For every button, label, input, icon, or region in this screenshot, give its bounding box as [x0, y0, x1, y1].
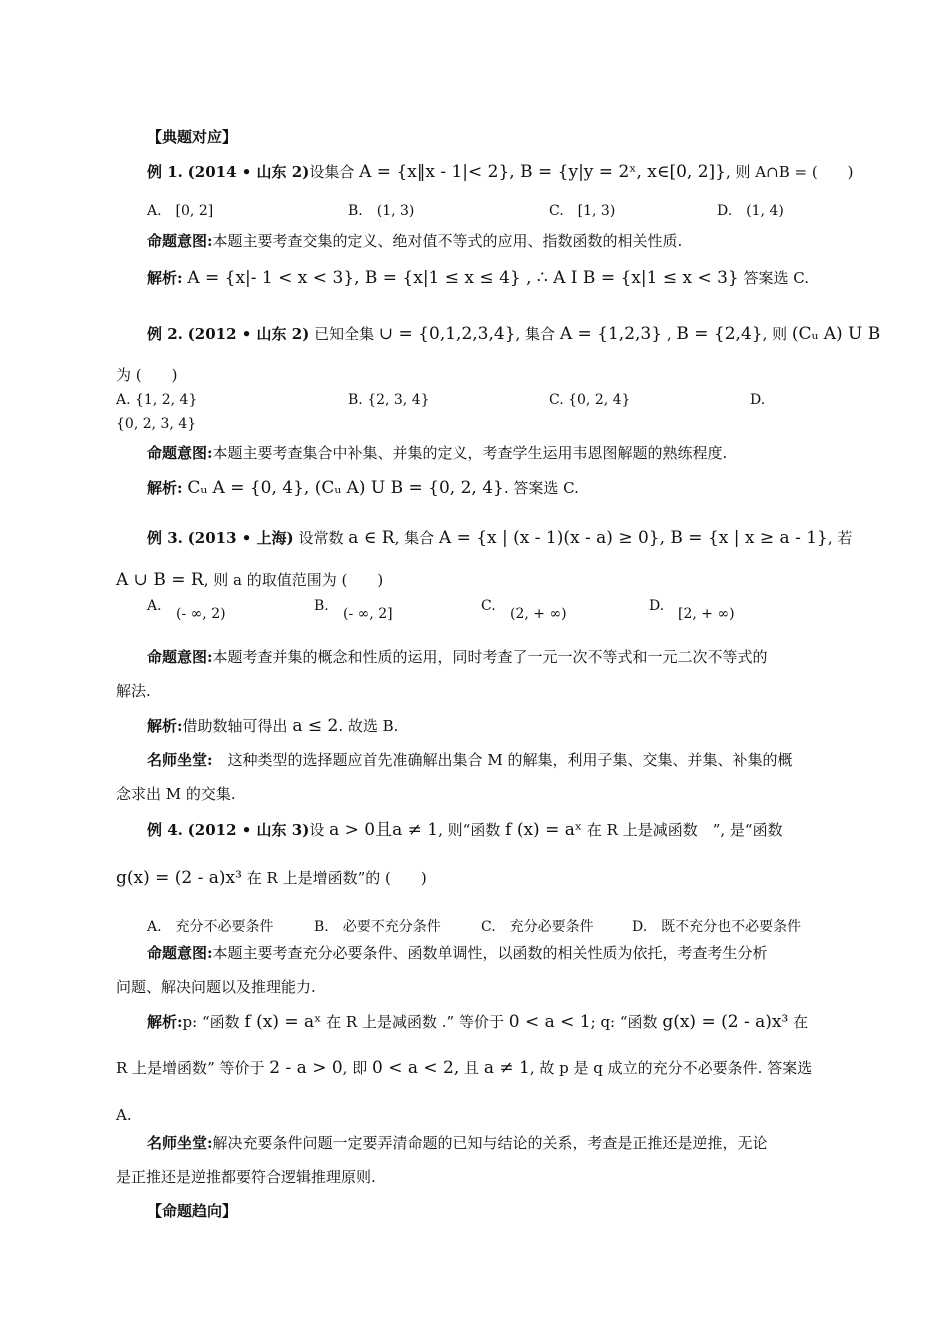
example-2-stem-pre: 已知全集	[314, 325, 375, 343]
example-4-intent	[147, 944, 840, 963]
example-3-stem-mid: , 集合	[394, 529, 435, 547]
tip-text: 这种类型的选择题应首先准确解出集合 M 的解集，利用子集、交集、并集、补集的概	[212, 751, 793, 769]
analysis-math-4: a ≠ 1	[483, 1058, 530, 1078]
example-1-stem-pre: 设集合	[309, 163, 355, 181]
intent-text: 本题主要考查交集的定义、绝对值不等式的应用、指数函数的相关性质.	[212, 232, 683, 250]
intent-text: 本题主要考查集合中补集、并集的定义，考查学生运用韦恩图解题的熟练程度.	[212, 444, 728, 462]
analysis-math-2: 2 - a > 0	[269, 1058, 343, 1078]
example-4-tip	[147, 1134, 840, 1153]
example-3-option-d-value: [2, + ∞)	[678, 606, 735, 622]
analysis-math-range: 0 < a < 1	[508, 1012, 591, 1032]
example-1-option-d: D. (1, 4)	[717, 203, 784, 219]
example-4-option-d: D. 既不充分也不必要条件	[632, 919, 802, 935]
example-4-analysis-line-3: A.	[116, 1106, 132, 1124]
example-4-stem	[147, 820, 840, 841]
example-3-option-b-letter: B.	[314, 598, 329, 614]
example-4-math-cond: a > 0且a ≠ 1	[329, 820, 439, 840]
example-1-math: A = {x‖x - 1|< 2}, B = {y|y = 2ˣ, x∈[0, 2]}	[359, 162, 726, 182]
analysis-tail: . 答案选 C.	[503, 479, 579, 497]
example-3-stem-pre: 设常数	[298, 529, 344, 547]
analysis-math: a ≤ 2	[292, 716, 339, 736]
analysis-q-text: ; q: “函数	[590, 1013, 658, 1031]
example-1-analysis	[147, 268, 840, 289]
example-2-math-a: A = {1,2,3}	[559, 324, 663, 344]
example-4-option-a: A. 充分不必要条件	[147, 919, 274, 935]
intent-label: 命题意图:	[147, 944, 213, 962]
example-2-math-expr: (Cᵤ A) U B	[791, 324, 881, 344]
example-4-label: 例 4.	[147, 821, 183, 839]
analysis-label: 解析:	[147, 1013, 183, 1031]
example-3-option-a-value: (- ∞, 2)	[176, 606, 226, 622]
analysis-math: Cᵤ A = {0, 4}, (Cᵤ A) U B = {0, 2, 4}	[187, 478, 504, 498]
example-4-math-g: g(x) = (2 - a)x³	[116, 868, 242, 888]
example-4-math-f: f (x) = aˣ	[505, 820, 583, 840]
analysis-label: 解析:	[147, 479, 183, 497]
tip-label: 名师坐堂:	[147, 751, 213, 769]
example-1-option-c: C. [1, 3)	[549, 203, 616, 219]
example-2-math-u: ∪ = {0,1,2,3,4}	[378, 324, 516, 344]
example-1-source: (2014 • 山东 2)	[187, 163, 310, 181]
analysis-math: A = {x|- 1 < x < 3}, B = {x|1 ≤ x ≤ 4} , ∴ A I B = {x|1 ≤ x < 3}	[187, 268, 739, 288]
example-1-label: 例 1.	[147, 163, 183, 181]
analysis-math-3: 0 < a < 2,	[371, 1058, 460, 1078]
example-2-option-b: B. {2, 3, 4}	[348, 392, 430, 408]
example-2-intent	[147, 444, 840, 463]
analysis-math-g: g(x) = (2 - a)x³	[662, 1012, 789, 1032]
analysis-p-text: p: “函数	[182, 1013, 240, 1031]
example-3-option-d-letter: D.	[649, 598, 665, 614]
example-2-stem-mid2: , 则	[762, 325, 788, 343]
section-header: 【典题对应】	[147, 128, 238, 146]
example-4-stem-post: 在 R 上是增函数”的 ( )	[246, 869, 427, 887]
analysis-tail: . 故选 B.	[338, 717, 399, 735]
example-3-option-b-value: (- ∞, 2]	[343, 606, 393, 622]
example-3-analysis	[147, 716, 840, 737]
example-2-option-d-cont: {0, 2, 3, 4}	[116, 416, 197, 432]
analysis-line2-b: , 即	[342, 1059, 368, 1077]
example-3-option-c-value: (2, + ∞)	[510, 606, 567, 622]
example-4-source: (2012 • 山东 3)	[187, 821, 310, 839]
intent-label: 命题意图:	[147, 232, 213, 250]
example-4-stem-pre: 设	[309, 821, 325, 839]
intent-label: 命题意图:	[147, 444, 213, 462]
example-3-label: 例 3.	[147, 529, 183, 547]
intent-text: 本题考查并集的概念和性质的运用，同时考查了一元一次不等式和一元二次不等式的	[212, 648, 768, 666]
section-footer: 【命题趋向】	[147, 1202, 238, 1220]
example-2-stem-cont: 为 ( )	[116, 366, 178, 384]
example-3-math-sets: A = {x | (x - 1)(x - a) ≥ 0}, B = {x | x ≥ a - 1}	[438, 528, 828, 548]
tip-text: 解决充要条件问题一定要弄清命题的已知与结论的关系，考查是正推还是逆推，无论	[212, 1134, 768, 1152]
example-1-intent	[147, 232, 840, 251]
example-2-stem-mid1: , 集合	[515, 325, 556, 343]
intent-text: 本题主要考查充分必要条件、函数单调性，以函数的相关性质为依托，考查考生分析	[212, 944, 768, 962]
example-3-intent	[147, 648, 840, 667]
tip-label: 名师坐堂:	[147, 1134, 213, 1152]
example-4-analysis-line-1	[147, 1012, 840, 1033]
example-2-math-b: B = {2,4}	[676, 324, 763, 344]
example-4-stem-mid2: 在 R 上是减函数 ”, 是“函数	[586, 821, 783, 839]
example-3-intent-cont: 解法.	[116, 682, 151, 700]
example-4-option-b: B. 必要不充分条件	[314, 919, 441, 935]
example-2-option-a: A. {1, 2, 4}	[116, 392, 198, 408]
analysis-p2-text: 在 R 上是减函数 .” 等价于	[326, 1013, 504, 1031]
example-3-tip-cont: 念求出 M 的交集.	[116, 785, 236, 803]
example-1-option-b: B. (1, 3)	[348, 203, 415, 219]
example-4-tip-cont: 是正推还是逆推都要符合逻辑推理原则.	[116, 1168, 376, 1186]
example-4-analysis-line-2	[116, 1058, 840, 1079]
intent-label: 命题意图:	[147, 648, 213, 666]
example-3-stem-post: , 若	[827, 529, 853, 547]
example-3-tip	[147, 751, 840, 770]
example-2-option-c: C. {0, 2, 4}	[549, 392, 631, 408]
example-4-stem-cont	[116, 868, 840, 889]
example-3-source: (2013 • 上海)	[187, 529, 294, 547]
analysis-math-f: f (x) = aˣ	[244, 1012, 322, 1032]
example-4-stem-mid: , 则“函数	[438, 821, 501, 839]
analysis-line2-d: , 故 p 是 q 成立的充分不必要条件. 答案选	[529, 1059, 813, 1077]
example-3-math-a: a ∈ R	[348, 528, 395, 548]
example-3-option-c-letter: C.	[481, 598, 496, 614]
example-2-source: (2012 • 山东 2)	[187, 325, 310, 343]
analysis-tail: 答案选 C.	[743, 269, 810, 287]
example-3-stem	[147, 528, 853, 549]
example-3-math-union: A ∪ B = R	[116, 570, 204, 590]
example-2-stem: 例 2. (2012 • 山东 2) 已知全集 ∪ = {0,1,2,3,4}, 集合 A = {1,2,3} , B = {2,4}, 则 (Cᵤ A) U B	[147, 324, 881, 344]
example-4-intent-cont: 问题、解决问题以及推理能力.	[116, 978, 316, 996]
analysis-label: 解析:	[147, 269, 183, 287]
example-3-option-a-letter: A.	[147, 598, 162, 614]
example-2-option-d: D.	[750, 392, 766, 408]
example-2-label: 例 2.	[147, 325, 183, 343]
example-1-stem-post: , 则 A∩B = ( )	[725, 163, 854, 181]
example-1-stem	[147, 162, 854, 183]
example-4-option-c: C. 充分必要条件	[481, 919, 594, 935]
analysis-label: 解析:	[147, 717, 183, 735]
analysis-text: 借助数轴可得出	[182, 717, 288, 735]
example-3-stem-cont-text: , 则 a 的取值范围为 ( )	[203, 571, 384, 589]
analysis-line2-c: 且	[464, 1059, 480, 1077]
analysis-line2-a: R 上是增函数” 等价于	[116, 1059, 265, 1077]
example-1-option-a: A. [0, 2]	[147, 203, 214, 219]
example-2-analysis	[147, 478, 840, 499]
analysis-p4-text: 在	[793, 1013, 809, 1031]
example-3-stem-cont	[116, 570, 840, 591]
